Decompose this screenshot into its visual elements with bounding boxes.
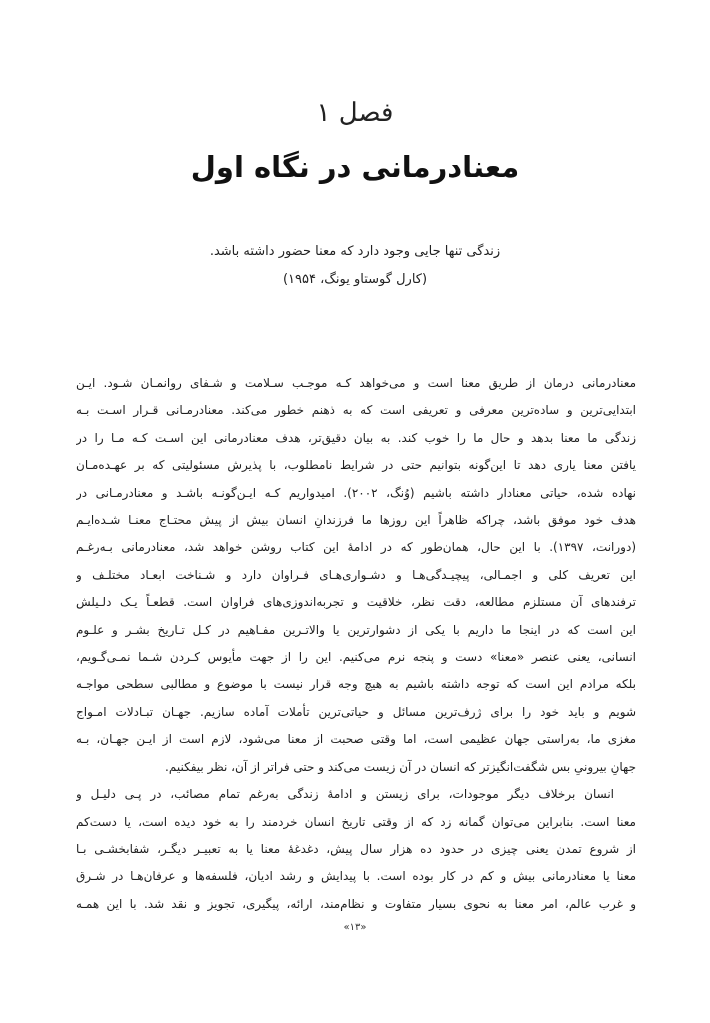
text-line: ابتدایی‌ترین و ساده‌ترین معرفی و تعریفی است که به ذهنم خطور می‌کند. معنادرمـانی قـرار اسـت بـه	[76, 403, 636, 418]
text-line: این است که در اینجا ما داریم با یکی از دشوارترین یا والاتـرین مفـاهیم در کـل تـاریخ بشـر و علـوم	[76, 622, 636, 637]
page-number: «۱۳»	[343, 922, 367, 933]
text-line: نهاده شده، حیاتی معنادار داشته باشیم (وُنگ، ۲۰۰۲). امیدواریم کـه ایـن‌گونـه باشـد و معنادرمـانی در	[76, 485, 636, 500]
chapter-title: معنادرمانی در نگاه اول	[190, 150, 520, 184]
text-line: مغزی ما، به‌راستی جهان عظیمی است، اما وقتی صحبت از معنا می‌شود، لازم است از ایـن جهـان، بـه	[76, 732, 636, 747]
text-line: ترفندهای آن مستلزم مطالعه، دقت نظر، خلاقیت و تجربه‌اندوزی‌های فراوان است. قطعـاً یـک دلـیلش	[76, 595, 636, 610]
text-line: و غرب عالم، امر معنا به نحوی بسیار متفاوت و نظام‌مند، ارائه، پیگیری، تجویز و نقد شد. با این همـه	[76, 896, 636, 911]
text-line: یافتن معنا یاری دهد تا این‌گونه بتوانیم حتی در شرایط نامطلوب، با پذیرش مسئولیتی که بر عهـده‌مـان	[76, 458, 636, 473]
text-line: انسانی، یعنی عنصر «معنا» دست و پنجه نرم می‌کنیم. این را از جهت مأیوس کـردن شـما نمـی‌گـویم،	[76, 650, 636, 665]
text-line: معنادرمانی درمان از طریق معنا است و می‌خواهد کـه موجـب سـلامت و شـفای روانمـان شـود. ایـن	[76, 376, 636, 390]
text-line: معنا یا معنادرمانی بیش و کم در کار بوده است. با پیدایش و رشد ادیان، فلسفه‌ها و عرفان‌هـا در شـرق	[76, 869, 636, 884]
text-line: انسان برخلاف دیگر موجودات، برای زیستن و ادامهٔ زندگی به‌رغم تمام مصائب، در پـی دلیـل و	[76, 787, 614, 802]
paragraph-1	[76, 370, 636, 781]
text-line: هدف خود موفق باشد، چراکه ظاهراً این روزها ما فرزندانِ انسان بیش از پیش محتـاج معنـا شـده‌ایـم	[76, 513, 636, 528]
text-line: شویم و باید خود را برای ژرف‌ترین مسائل و حیاتی‌ترین تأملات آماده سازیم. جهـان تبـادلات امـواج	[76, 704, 636, 719]
text-line: از شروع تمدن یعنی چیزی در حدود ده هزار سال پیش، دغدغهٔ معنا یا به تعبیـر دیگـر، شفابخشـی بـا	[76, 841, 636, 856]
text-line: زندگی ما معنا بدهد و حال ما را خوب کند. به بیان دقیق‌تر، هدف معنادرمانی این اسـت کـه مـا را در	[76, 430, 636, 445]
text-line: معنا است. بنابراین می‌توان گمانه زد که از وقتی تاریخ انسان خردمند را به خود دیده است، یا دست‌کم	[76, 814, 636, 829]
text-line: (دورانت، ۱۳۹۷). با این حال، همان‌طور که در ادامهٔ این کتاب روشن خواهد شد، معنادرمانی بـه‌رغـم	[76, 540, 636, 555]
epigraph	[0, 238, 710, 294]
text-line: بلکه مرادم این است که توجه داشته باشیم به هیچ وجه قرار نیست با موضوع و مطالبی سطحی مواجـه	[76, 677, 636, 692]
paragraph-2	[76, 781, 636, 918]
chapter-number: فصل ۱	[316, 98, 394, 128]
text-line: این تعریف کلی و اجمـالی، پیچیـدگی‌هـا و دشـواری‌هـای فـراوان دارد و شـناخت ابعـاد مختلـف و	[76, 567, 636, 582]
epigraph-attribution: (کارل گوستاو یونگ، ۱۹۵۴)	[282, 272, 428, 287]
epigraph-quote: زندگی تنها جایی وجود دارد که معنا حضور داشته باشد.	[209, 244, 501, 259]
text-line: جهانِ بیرونیِ بس شگفت‌انگیزتر که انسان در آن زیست می‌کند و حتی فراتر از آن، نظر بیفکنیم.	[165, 759, 636, 774]
body-text	[76, 370, 636, 918]
